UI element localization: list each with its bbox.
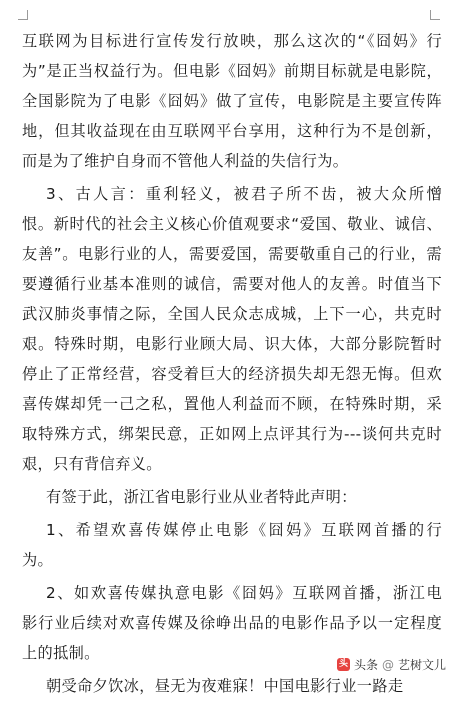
text-line: 取特殊方式，绑架民意，正如网上点评其行为---谈何共克时 — [22, 425, 442, 443]
text-line: 全国影院为了电影《囧妈》做了宣传，电影院是主要宣传阵 — [22, 92, 442, 110]
text-line: 有签于此，浙江省电影行业从业者特此声明： — [46, 488, 357, 506]
toutiao-logo-icon: 头 — [338, 659, 348, 669]
page-corner-mark-left — [18, 10, 28, 20]
text-line: 要遵循行业基本准则的诚信，需要对他人的友善。时值当下 — [22, 275, 442, 293]
page-corner-mark-right — [430, 10, 440, 20]
watermark-platform: 头条 — [353, 658, 378, 672]
text-line: 上的抵制。 — [22, 644, 100, 662]
text-line: 互联网为目标进行宣传发行放映，那么这次的“《囧妈》行 — [22, 32, 442, 50]
text-line: 影行业后续对欢喜传媒及徐峥出品的电影作品予以一定程度 — [22, 614, 442, 632]
text-line: 喜传媒却凭一己之私，置他人利益而不顾，在特殊时期，采 — [22, 395, 442, 413]
document-body — [22, 28, 442, 703]
text-line: 朝受命夕饮冰，昼无为夜难寐！中国电影行业一路走 — [46, 677, 404, 695]
text-line: 艰，只有背信弃义。 — [22, 455, 162, 473]
text-line: 而是为了维护自身而不管他人利益的失信行为。 — [22, 152, 349, 170]
text-line: 1、希望欢喜传媒停止电影《囧妈》互联网首播的行 — [46, 521, 442, 539]
text-line: 恨。新时代的社会主义核心价值观要求“爱国、敬业、诚信、 — [22, 215, 442, 233]
text-line: 友善”。电影行业的人，需要爱国，需要敬重自己的行业，需 — [22, 245, 442, 263]
watermark-account: 艺树文儿 — [397, 658, 446, 672]
text-line: 武汉肺炎事情之际，全国人民众志成城，上下一心，共克时 — [22, 305, 442, 323]
text-line: 2、如欢喜传媒执意电影《囧妈》互联网首播，浙江电 — [46, 584, 442, 602]
watermark — [333, 655, 452, 674]
text-line: 停止了正常经营，容受着巨大的经济损失却无怨无悔。但欢 — [22, 365, 442, 383]
text-line: 地，但其收益现在由互联网平台享用，这种行为不是创新， — [22, 122, 442, 140]
watermark-separator: @ — [381, 657, 394, 672]
text-line: 为。 — [22, 551, 54, 569]
text-line: 3、古人言：重利轻义，被君子所不齿，被大众所憎 — [46, 185, 442, 203]
text-line: 艰。特殊时期，电影行业顾大局、识大体，大部分影院暂时 — [22, 335, 442, 353]
text-line: 为”是正当权益行为。但电影《囧妈》前期目标就是电影院， — [22, 62, 442, 80]
